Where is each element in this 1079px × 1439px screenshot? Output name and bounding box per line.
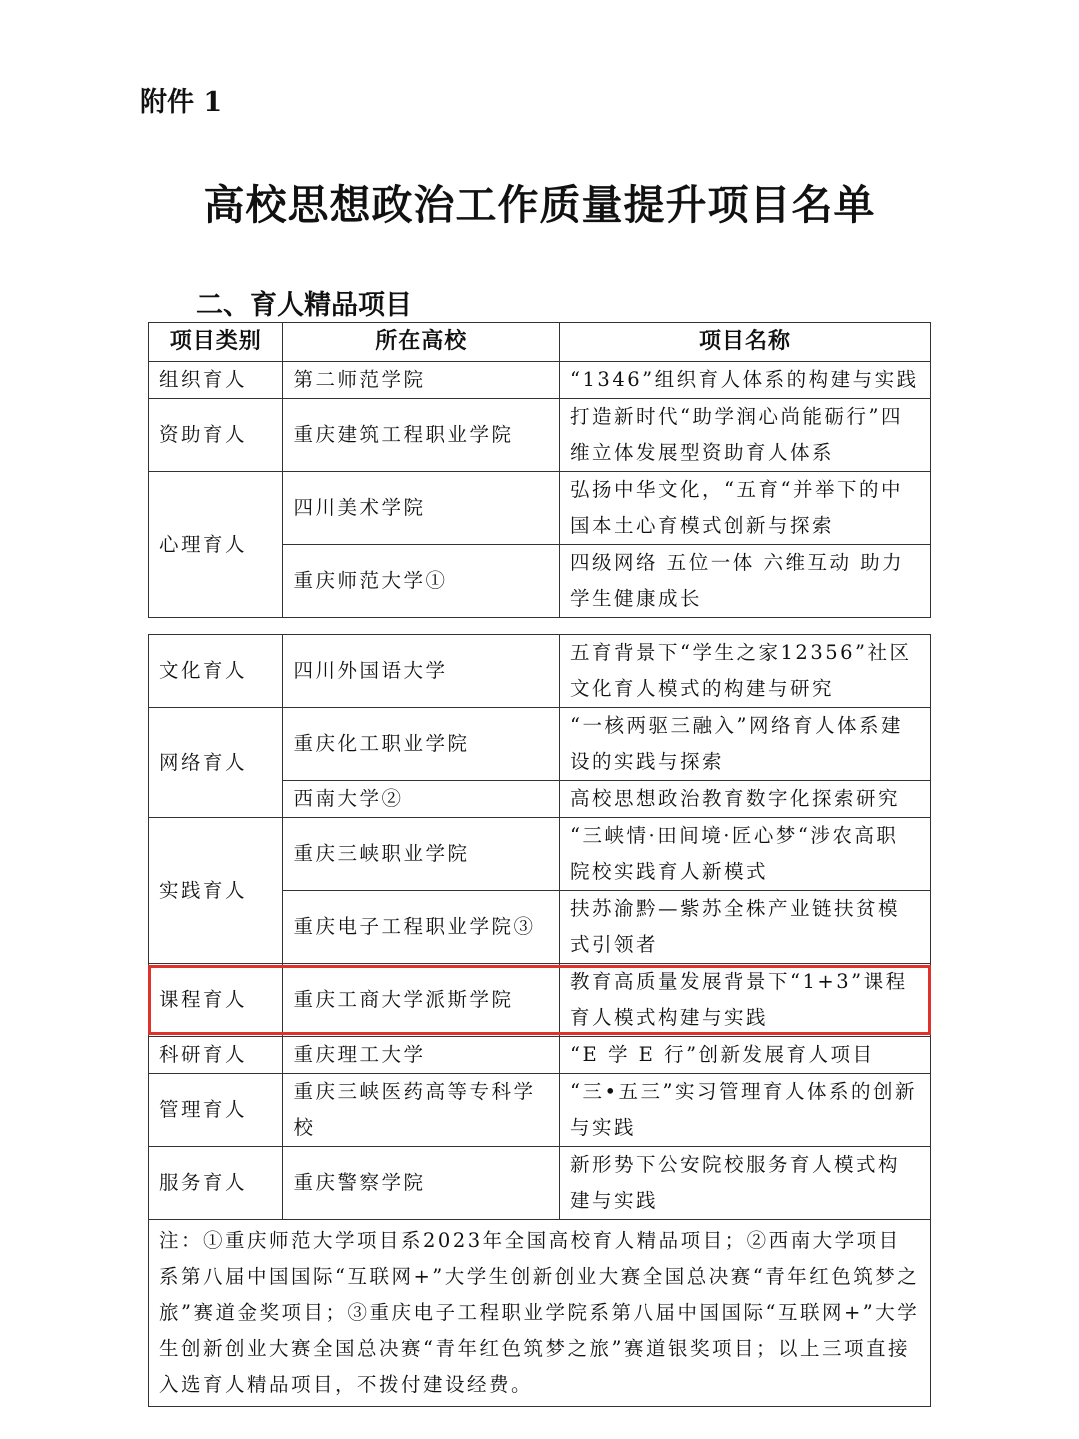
cell-project: 打造新时代“助学润心尚能砺行”四维立体发展型资助育人体系 [560,399,931,472]
cell-school: 四川美术学院 [283,472,560,545]
cell-category: 课程育人 [149,964,283,1037]
table-row [149,1074,931,1147]
cell-school: 重庆化工职业学院 [283,708,560,781]
cell-project: “三峡情·田间境·匠心梦“涉农高职院校实践育人新模式 [560,818,931,891]
cell-project: 高校思想政治教育数字化探索研究 [560,781,931,818]
cell-school: 重庆电子工程职业学院③ [283,891,560,964]
cell-project: 四级网络 五位一体 六维互动 助力学生健康成长 [560,545,931,618]
page-title: 高校思想政治工作质量提升项目名单 [203,181,876,229]
cell-project: 教育高质量发展背景下“1+3”课程育人模式构建与实践 [560,964,931,1037]
cell-school: 重庆理工大学 [283,1037,560,1074]
table-row [149,472,931,545]
table-row-highlighted [149,964,931,1037]
cell-project: 新形势下公安院校服务育人模式构建与实践 [560,1147,931,1220]
header-school: 所在高校 [283,323,560,362]
cell-project: 扶苏渝黔—紫苏全株产业链扶贫模式引领者 [560,891,931,964]
table-row [149,1037,931,1074]
table-row [149,818,931,891]
cell-category: 心理育人 [149,472,283,618]
cell-category: 组织育人 [149,362,283,399]
cell-project: “E 学 E 行”创新发展育人项目 [560,1037,931,1074]
cell-project: “一核两驱三融入”网络育人体系建设的实践与探索 [560,708,931,781]
projects-table-part1 [148,322,931,618]
table-note: 注：①重庆师范大学项目系2023年全国高校育人精品项目；②西南大学项目系第八届中国国际“互联网+”大学生创新创业大赛全国总决赛“青年红色筑梦之旅”赛道金奖项目；③重庆电子工程职业学院系第八届中国国际“互联网+”大学生创新创业大赛全国总决赛“青年红色筑梦之旅”赛道银奖项目；以上三项直接入选育人精品项目，不拨付建设经费。 [149,1220,931,1407]
cell-category: 管理育人 [149,1074,283,1147]
cell-project: “三•五三”实习管理育人体系的创新与实践 [560,1074,931,1147]
table-row [149,635,931,708]
table-header-row [149,323,931,362]
table-note-row [149,1220,931,1407]
cell-school: 第二师范学院 [283,362,560,399]
table-row [149,362,931,399]
table-row [149,708,931,781]
cell-school: 重庆警察学院 [283,1147,560,1220]
projects-table-part2 [148,634,931,1407]
cell-school: 重庆三峡职业学院 [283,818,560,891]
cell-school: 重庆建筑工程职业学院 [283,399,560,472]
cell-category: 文化育人 [149,635,283,708]
cell-school: 重庆三峡医药高等专科学校 [283,1074,560,1147]
attachment-label: 附件 1 [140,87,223,118]
cell-project: “1346”组织育人体系的构建与实践 [560,362,931,399]
cell-school: 重庆工商大学派斯学院 [283,964,560,1037]
table-row [149,399,931,472]
table-row [149,1147,931,1220]
cell-school: 四川外国语大学 [283,635,560,708]
cell-school: 西南大学② [283,781,560,818]
cell-category: 资助育人 [149,399,283,472]
cell-category: 服务育人 [149,1147,283,1220]
cell-project: 五育背景下“学生之家12356”社区文化育人模式的构建与研究 [560,635,931,708]
cell-category: 网络育人 [149,708,283,818]
header-project: 项目名称 [560,323,931,362]
section-heading: 二、育人精品项目 [196,290,412,321]
cell-category: 科研育人 [149,1037,283,1074]
cell-project: 弘扬中华文化，“五育“并举下的中国本土心育模式创新与探索 [560,472,931,545]
cell-school: 重庆师范大学① [283,545,560,618]
cell-category: 实践育人 [149,818,283,964]
header-category: 项目类别 [149,323,283,362]
